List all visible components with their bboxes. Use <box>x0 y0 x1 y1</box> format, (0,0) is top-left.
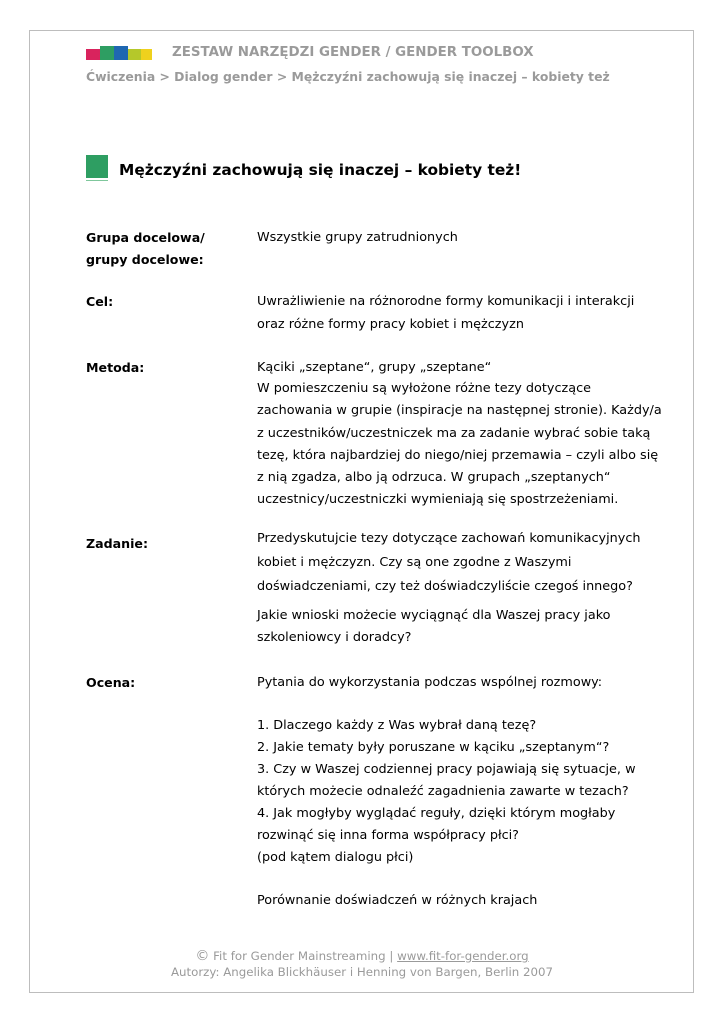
evaluation-intro: Pytania do wykorzystania podczas wspólnej rozmowy: <box>257 675 603 690</box>
copyright-icon: © <box>195 948 210 964</box>
task-label: Zadanie: <box>86 536 149 551</box>
method-line: z nią zgadza, albo ją odrzuca. W grupach „szeptanych“ <box>257 470 611 485</box>
task-line: doświadczeniami, czy też doświadczyliście czegoś innego? <box>257 579 633 594</box>
logo-block-blue <box>114 46 128 60</box>
target-group-label-line1: Grupa docelowa/ <box>86 230 205 245</box>
footer-website-link[interactable]: www.fit-for-gender.org <box>397 949 529 963</box>
evaluation-closing: Porównanie doświadczeń w różnych krajach <box>257 893 538 908</box>
breadcrumb[interactable]: Ćwiczenia > Dialog gender > Mężczyźni zachowują się inaczej – kobiety też <box>86 69 610 84</box>
footer-org-text: Fit for Gender Mainstreaming | <box>213 949 394 963</box>
evaluation-question: 3. Czy w Waszej codziennej pracy pojawiają się sytuacje, w <box>257 762 636 777</box>
logo-block-yellow <box>141 49 152 60</box>
goal-label: Cel: <box>86 294 114 309</box>
heading-square-icon <box>86 155 108 178</box>
goal-line: Uwrażliwienie na różnorodne formy komunikacji i interakcji <box>257 294 635 309</box>
evaluation-question: których możecie odnaleźć zagadnienia zawarte w tezach? <box>257 784 629 799</box>
evaluation-label: Ocena: <box>86 675 136 690</box>
method-line: z uczestników/uczestniczek ma za zadanie wybrać sobie taką <box>257 426 651 441</box>
method-line: W pomieszczeniu są wyłożone różne tezy dotyczące <box>257 381 591 396</box>
method-line: Kąciki „szeptane“, grupy „szeptane“ <box>257 360 492 375</box>
method-line: tezę, która najbardziej do niego/niej przemawia – czyli albo się <box>257 448 659 463</box>
method-line: uczestnicy/uczestniczki wymieniają się spostrzeżeniami. <box>257 492 619 507</box>
method-label: Metoda: <box>86 360 145 375</box>
evaluation-question: 1. Dlaczego każdy z Was wybrał daną tezę? <box>257 718 537 733</box>
footer-authors: Autorzy: Angelika Blickhäuser i Henning von Bargen, Berlin 2007 <box>170 965 554 979</box>
evaluation-question: rozwinąć się inna forma współpracy płci? <box>257 828 519 843</box>
logo-block-magenta <box>86 49 100 60</box>
task-line: Jakie wnioski możecie wyciągnąć dla Waszej pracy jako <box>257 608 611 623</box>
evaluation-question: (pod kątem dialogu płci) <box>257 850 414 865</box>
goal-line: oraz różne formy pracy kobiet i mężczyzn <box>257 317 524 332</box>
method-line: zachowania w grupie (inspiracje na następnej stronie). Każdy/a <box>257 403 662 418</box>
target-group-text: Wszystkie grupy zatrudnionych <box>257 230 458 245</box>
page-title: Mężczyźni zachowują się inaczej – kobiety też! <box>119 161 522 179</box>
task-line: kobiet i mężczyzn. Czy są one zgodne z Waszymi <box>257 555 572 570</box>
evaluation-question: 4. Jak mogłyby wyglądać reguły, dzięki którym mogłaby <box>257 806 616 821</box>
logo-block-lime <box>128 49 141 60</box>
evaluation-question: 2. Jakie tematy były poruszane w kąciku „szeptanym“? <box>257 740 610 755</box>
target-group-label-line2: grupy docelowe: <box>86 252 204 267</box>
task-line: Przedyskutujcie tezy dotyczące zachowań komunikacyjnych <box>257 531 641 546</box>
footer-org-line <box>0 948 724 964</box>
toolbox-title: ZESTAW NARZĘDZI GENDER / GENDER TOOLBOX <box>172 45 534 60</box>
task-line: szkoleniowcy i doradcy? <box>257 630 412 645</box>
logo-block-green <box>100 46 114 60</box>
